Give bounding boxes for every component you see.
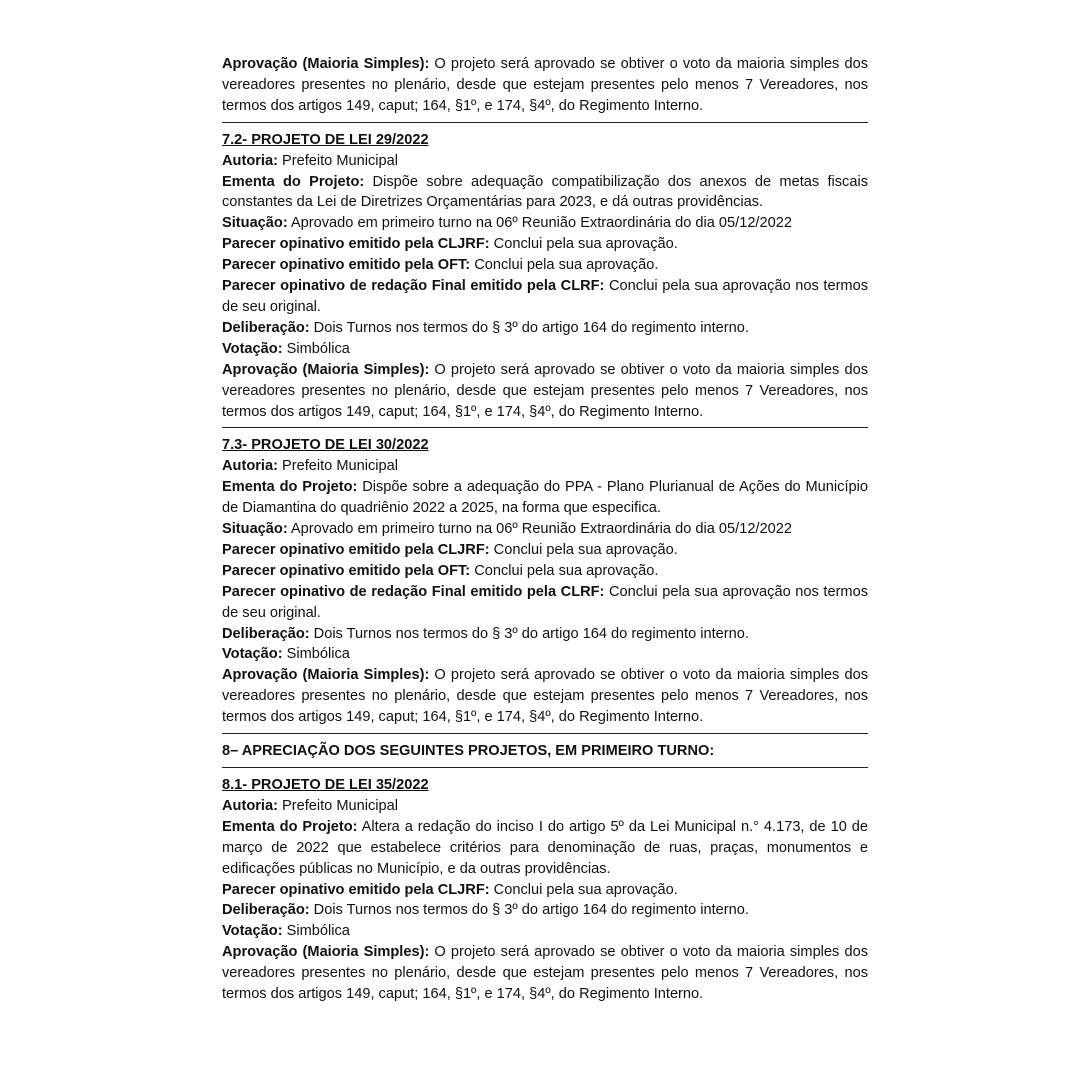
field-ementa-do-projeto [222, 477, 868, 519]
field-label: Aprovação (Maioria Simples): [222, 944, 430, 961]
field-value: Prefeito Municipal [277, 152, 399, 169]
project-heading: 8.1- PROJETO DE LEI 35/2022 [222, 777, 429, 793]
field-label: Parecer opinativo emitido pela CLJRF: [222, 881, 490, 898]
field-label: Ementa do Projeto: [222, 479, 358, 496]
field-autoria [222, 151, 868, 172]
section-divider [222, 733, 868, 734]
field-label: Autoria: [222, 152, 278, 169]
field-label: Ementa do Projeto: [222, 818, 358, 835]
field-value: Simbólica [282, 340, 350, 357]
project-heading: 7.2- PROJETO DE LEI 29/2022 [222, 131, 429, 148]
field-label: Situação: [222, 215, 288, 232]
field-label: Votação: [222, 923, 283, 940]
field-value: Dois Turnos nos termos do § 3º do artigo 164 do regimento interno. [309, 625, 749, 642]
field-value: Dois Turnos nos termos do § 3º do artigo 164 do regimento interno. [309, 319, 749, 336]
section-title: 8– APRECIAÇÃO DOS SEGUINTES PROJETOS, EM PRIMEIRO TURNO: [222, 743, 715, 760]
field-label: Parecer opinativo emitido pela OFT: [222, 562, 471, 579]
field-label: Deliberação: [222, 625, 310, 642]
field-label: Aprovação (Maioria Simples): [222, 56, 430, 72]
field-label: Ementa do Projeto: [222, 173, 365, 190]
field-value: Conclui pela sua aprovação. [489, 236, 678, 253]
field-label: Situação: [222, 521, 288, 538]
field-value: O projeto será aprovado se obtiver o voto da maioria simples dos vereadores presentes no plenário, desde que estejam presentes pelo menos 7 Vereadores, nos termos dos artigos 149, caput; 164, §1º, e 174, §4º, do Regimento Interno. [222, 944, 868, 1003]
field-label: Parecer opinativo emitido pela OFT: [222, 257, 471, 274]
field-delibera-o [222, 318, 868, 339]
field-parecer-opinativo-emitido-pela-oft [222, 561, 868, 582]
field-parecer-opinativo-de-reda-o-final-emitido-pela-clrf [222, 582, 868, 624]
field-label: Parecer opinativo emitido pela CLJRF: [222, 541, 490, 558]
field-parecer-opinativo-emitido-pela-cljrf [222, 234, 868, 255]
field-ementa-do-projeto [222, 172, 868, 214]
field-value: Dispõe sobre adequação compatibilização dos anexos de metas fiscais constantes da Lei de Diretrizes Orçamentárias para 2023, e dá outras providências. [222, 173, 868, 211]
project-heading: 7.3- PROJETO DE LEI 30/2022 [222, 437, 429, 454]
field-parecer-opinativo-emitido-pela-cljrf [222, 880, 868, 901]
field-value: Conclui pela sua aprovação. [489, 541, 678, 558]
field-value: Dois Turnos nos termos do § 3º do artigo 164 do regimento interno. [309, 902, 749, 919]
field-parecer-opinativo-de-reda-o-final-emitido-pela-clrf [222, 276, 868, 318]
field-label: Autoria: [222, 797, 278, 814]
field-vota-o [222, 339, 868, 360]
field-value: Simbólica [282, 646, 350, 663]
field-autoria [222, 456, 868, 477]
field-parecer-opinativo-emitido-pela-oft [222, 255, 868, 276]
field-aprova-o [222, 942, 868, 1005]
field-value: Aprovado em primeiro turno na 06º Reunião Extraordinária do dia 05/12/2022 [287, 215, 792, 232]
field-situa-o [222, 519, 868, 540]
field-label: Votação: [222, 340, 283, 357]
field-delibera-o [222, 624, 868, 645]
field-label: Autoria: [222, 458, 278, 475]
field-aprova-o [222, 665, 868, 728]
field-value: Conclui pela sua aprovação. [489, 881, 678, 898]
field-value: Altera a redação do inciso I do artigo 5º da Lei Municipal n.° 4.173, de 10 de março de 2022 que estabelece critérios para denominação de ruas, praças, monumentos e edificações públicas no Município, e da outras providências. [222, 818, 868, 877]
field-ementa-do-projeto [222, 817, 868, 880]
field-value: Dispõe sobre a adequação do PPA - Plano Plurianual de Ações do Município de Diamantina do quadriênio 2022 a 2025, na forma que especifica. [222, 479, 868, 517]
field-value: Aprovado em primeiro turno na 06º Reunião Extraordinária do dia 05/12/2022 [287, 521, 792, 538]
field-parecer-opinativo-emitido-pela-cljrf [222, 540, 868, 561]
field-vota-o [222, 644, 868, 665]
field-value: Conclui pela sua aprovação nos termos de seu original. [222, 583, 868, 621]
field-value: O projeto será aprovado se obtiver o voto da maioria simples dos vereadores presentes no plenário, desde que estejam presentes pelo menos 7 Vereadores, nos termos dos artigos 149, caput; 164, §1º, e 174, §4º, do Regimento Interno. [222, 667, 868, 726]
field-situa-o [222, 213, 868, 234]
field-delibera-o [222, 900, 868, 921]
field-label: Parecer opinativo de redação Final emitido pela CLRF: [222, 583, 605, 600]
field-value: Conclui pela sua aprovação. [470, 562, 659, 579]
field-label: Aprovação (Maioria Simples): [222, 667, 430, 684]
field-value: Conclui pela sua aprovação. [470, 257, 659, 274]
section-divider [222, 427, 868, 428]
field-value: O projeto será aprovado se obtiver o voto da maioria simples dos vereadores presentes no plenário, desde que estejam presentes pelo menos 7 Vereadores, nos termos dos artigos 149, caput; 164, §1º, e 174, §4º, do Regimento Interno. [222, 56, 868, 114]
section-divider [222, 767, 868, 768]
field-label: Deliberação: [222, 319, 310, 336]
field-autoria [222, 796, 868, 817]
field-value: O projeto será aprovado se obtiver o voto da maioria simples dos vereadores presentes no plenário, desde que estejam presentes pelo menos 7 Vereadores, nos termos dos artigos 149, caput; 164, §1º, e 174, §4º, do Regimento Interno. [222, 361, 868, 420]
field-label: Deliberação: [222, 902, 310, 919]
section-divider [222, 122, 868, 123]
field-label: Parecer opinativo de redação Final emitido pela CLRF: [222, 278, 605, 295]
field-label: Votação: [222, 646, 283, 663]
field-value: Prefeito Municipal [277, 458, 399, 475]
field-label: Parecer opinativo emitido pela CLJRF: [222, 236, 490, 253]
field-vota-o [222, 921, 868, 942]
field-label: Aprovação (Maioria Simples): [222, 361, 430, 378]
field-aprova-o [222, 360, 868, 423]
document-page [222, 54, 868, 1005]
field-value: Simbólica [282, 923, 350, 940]
field-value: Prefeito Municipal [277, 797, 399, 814]
field-value: Conclui pela sua aprovação nos termos de seu original. [222, 278, 868, 315]
field-aprova-o [222, 54, 868, 117]
